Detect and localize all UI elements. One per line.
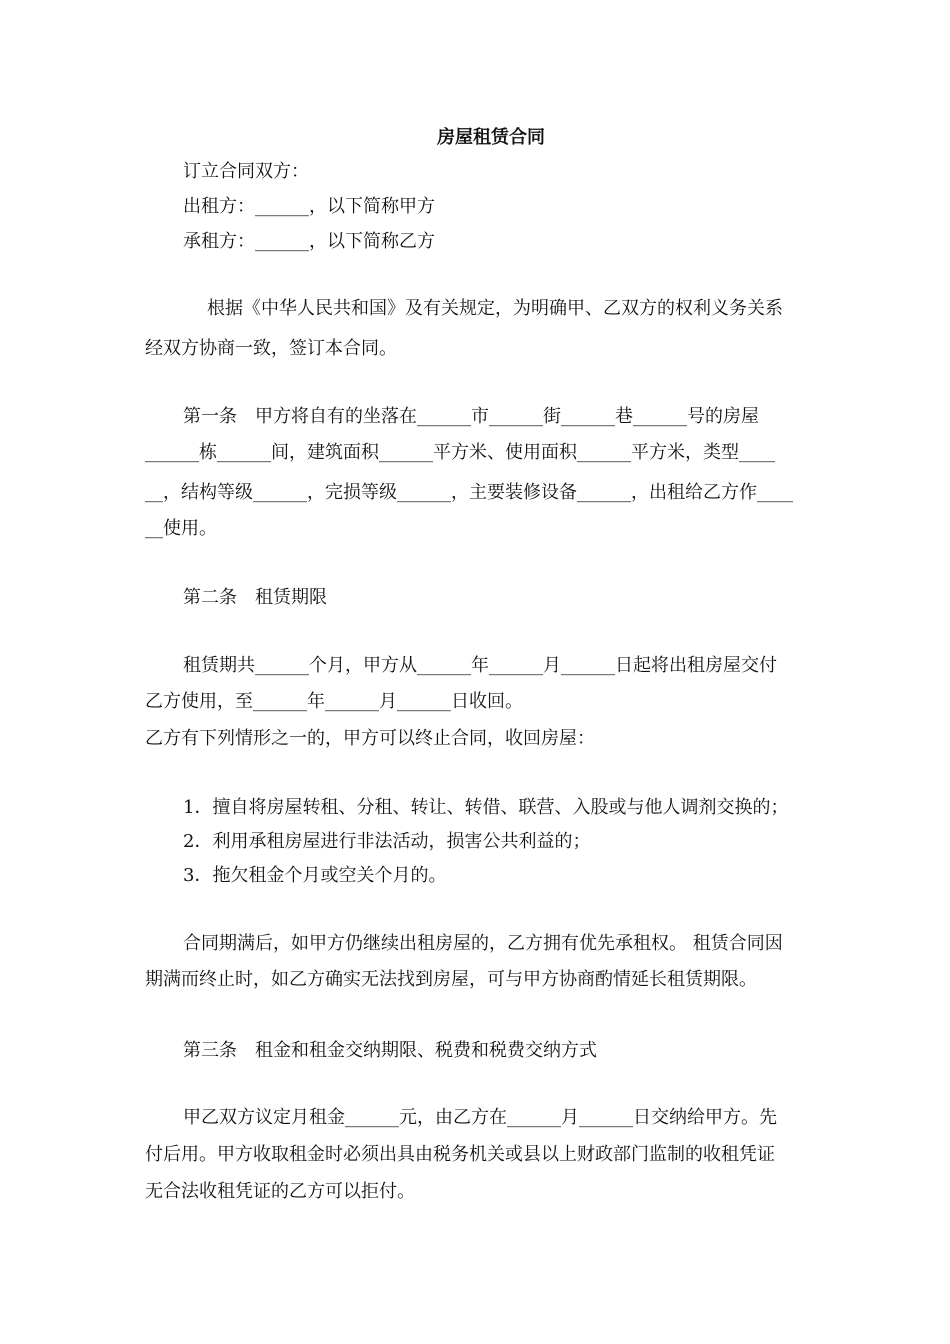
article1-line: __，结构等级______，完损等级______，主要装修设备______，出租给乙方作____ (145, 482, 793, 503)
article2-heading: 第二条 租赁期限 (183, 587, 327, 608)
preamble-line: 根据《中华人民共和国》及有关规定，为明确甲、乙双方的权利义务关系 (207, 298, 783, 319)
article1-line: ______栋______间，建筑面积______平方米、使用面积______平方米，类型____ (145, 442, 775, 463)
lessee-line: 承租方：______，以下简称乙方 (183, 231, 435, 252)
article1-line: __使用。 (145, 518, 217, 539)
article2-item: 2．利用承租房屋进行非法活动，损害公共利益的； (183, 831, 591, 852)
article2-renewal-line: 期满而终止时，如乙方确实无法找到房屋，可与甲方协商酌情延长租赁期限。 (145, 969, 757, 990)
document-title: 房屋租赁合同 (437, 127, 545, 148)
article3-body-line: 无合法收租凭证的乙方可以拒付。 (145, 1181, 415, 1202)
preamble-line: 经双方协商一致，签订本合同。 (145, 338, 397, 359)
parties-heading: 订立合同双方： (183, 161, 309, 182)
lessor-line: 出租方：______，以下简称甲方 (183, 196, 435, 217)
article3-body-line: 付后用。甲方收取租金时必须出具由税务机关或县以上财政部门监制的收租凭证 (145, 1144, 775, 1165)
article3-body-line: 甲乙双方议定月租金______元，由乙方在______月______日交纳给甲方。先 (183, 1107, 777, 1128)
article2-item: 1．擅自将房屋转租、分租、转让、转借、联营、入股或与他人调剂交换的； (183, 797, 789, 818)
article2-term-line: 乙方使用，至______年______月______日收回。 (145, 691, 523, 712)
article2-termination: 乙方有下列情形之一的，甲方可以终止合同，收回房屋： (145, 728, 595, 749)
article1-line: 第一条 甲方将自有的坐落在______市______街______巷______号的房屋 (183, 406, 759, 427)
article3-heading: 第三条 租金和租金交纳期限、税费和税费交纳方式 (183, 1040, 597, 1061)
article2-item: 3．拖欠租金个月或空关个月的。 (183, 865, 447, 886)
article2-term-line: 租赁期共______个月，甲方从______年______月______日起将出租房屋交付 (183, 655, 777, 676)
article2-renewal-line: 合同期满后，如甲方仍继续出租房屋的，乙方拥有优先承租权。 租赁合同因 (183, 933, 783, 954)
